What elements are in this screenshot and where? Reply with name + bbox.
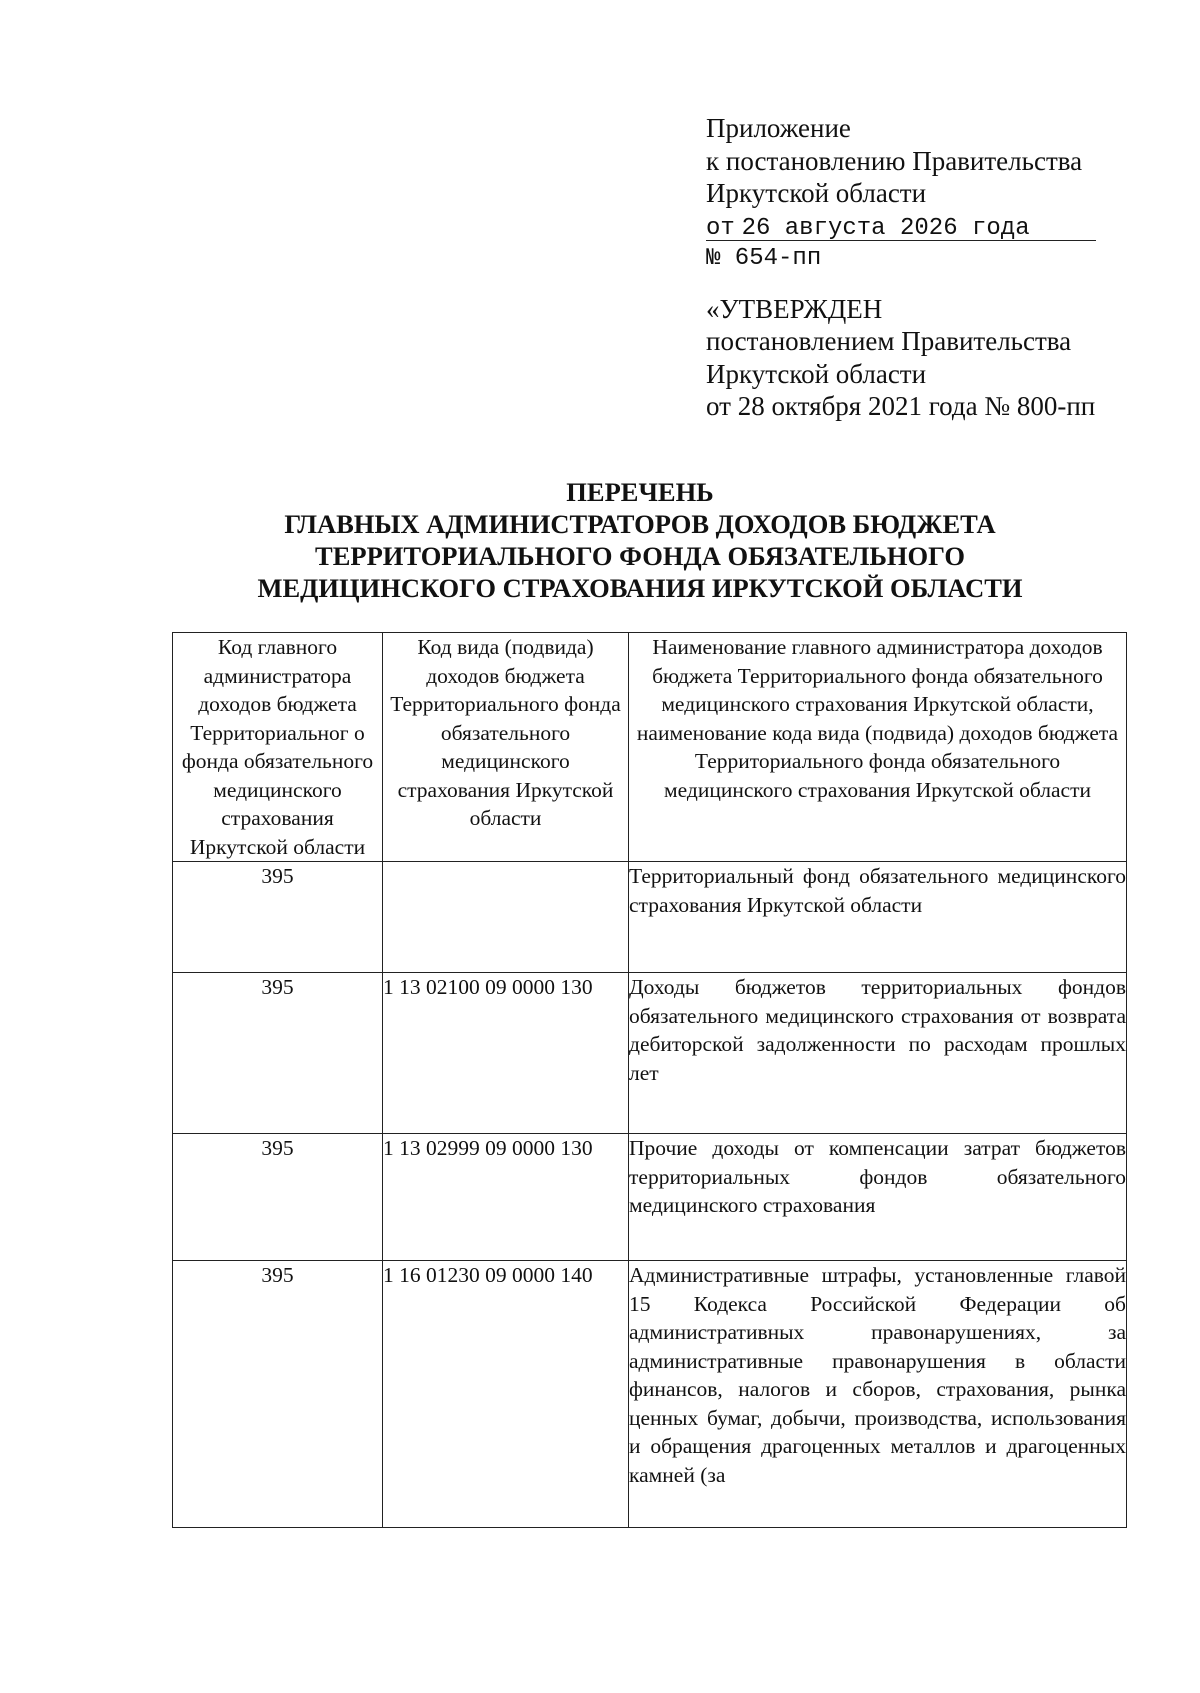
date-prefix: от [706,214,735,242]
appendix-label: Приложение [706,113,851,143]
header-income-code: Код вида (подвида) доходов бюджета Территориального фонда обязательного медицинского страхования Иркутской области [383,633,629,862]
income-code-cell: 1 13 02100 09 0000 130 [383,973,629,1134]
table-row [173,1134,1127,1261]
document-header [706,112,1146,423]
admin-code-cell: 395 [173,862,383,973]
income-code-cell [383,862,629,973]
admin-code-cell: 395 [173,1261,383,1528]
approved-date: от 28 октября 2021 года № 800-пп [706,391,1096,421]
table-row [173,973,1127,1134]
resolution-date [706,210,1096,241]
name-cell: Административные штрафы, установленные главой 15 Кодекса Российской Федерации об административных правонарушениях, за административные правонарушения в области финансов, налогов и сборов, страхования, рынка ценных бумаг, добычи, производства, использования и обращения драгоценных металлов и драгоценных камней (за [629,1261,1127,1528]
approved-stamp: «УТВЕРЖДЕН [706,293,883,324]
title-line-1: ПЕРЕЧЕНЬ [566,477,714,507]
header-name: Наименование главного администратора доходов бюджета Территориального фонда обязательного медицинского страхования Иркутской области, наименование кода вида (подвида) доходов бюджета Территориального фонда обязательного медицинского страхования Иркутской области [629,633,1127,862]
name-cell: Прочие доходы от компенсации затрат бюджетов территориальных фондов обязательного медицинского страхования [629,1134,1127,1261]
name-cell: Доходы бюджетов территориальных фондов обязательного медицинского страхования от возврата дебиторской задолженности по расходам прошлых лет [629,973,1127,1134]
approved-by: постановлением Правительства [706,326,1072,356]
resolution-number [706,241,1146,271]
title-line-2: ГЛАВНЫХ АДМИНИСТРАТОРОВ ДОХОДОВ БЮДЖЕТА [284,509,996,539]
resolution-reference: к постановлению Правительства [706,145,1083,176]
date-value: 26 августа 2026 года [741,214,1030,242]
document-title [160,476,1120,604]
admin-code-cell: 395 [173,1134,383,1261]
table-header-row [173,633,1127,862]
region-name: Иркутской области [706,178,927,208]
income-code-cell: 1 16 01230 09 0000 140 [383,1261,629,1528]
name-cell: Территориальный фонд обязательного медицинского страхования Иркутской области [629,862,1127,973]
header-admin-code: Код главного администратора доходов бюджета Территориальног о фонда обязательного медицинского страхования Иркутской области [173,633,383,862]
table-row [173,862,1127,973]
title-line-3: ТЕРРИТОРИАЛЬНОГО ФОНДА ОБЯЗАТЕЛЬНОГО [315,541,965,571]
administrators-table [172,632,1127,1528]
title-line-4: МЕДИЦИНСКОГО СТРАХОВАНИЯ ИРКУТСКОЙ ОБЛАСТИ [257,573,1023,603]
income-code-cell: 1 13 02999 09 0000 130 [383,1134,629,1261]
table-row [173,1261,1127,1528]
approved-region: Иркутской области [706,358,927,389]
resolution-number-value: № 654-пп [706,244,822,272]
admin-code-cell: 395 [173,973,383,1134]
